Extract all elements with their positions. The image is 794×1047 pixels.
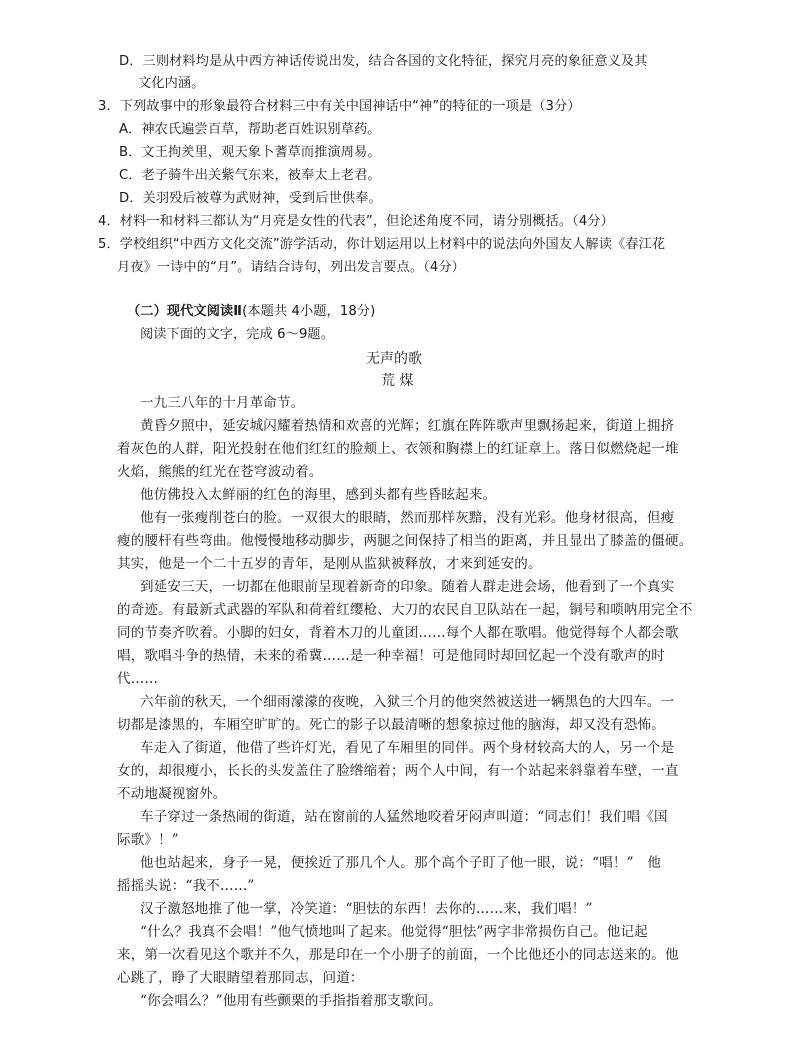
article-line: 车走入了街道，他借了些许灯光，看见了车厢里的同伴。两个身材较高大的人，另一个是 — [140, 740, 675, 756]
article-line: 六年前的秋天，一个细雨濛濛的夜晚，入狱三个月的他突然被送进一辆黑色的大四车。一 — [140, 694, 675, 710]
article-title: 无声的歌 — [366, 351, 422, 367]
article-author: 荒 煤 — [381, 373, 414, 389]
article-line: 车子穿过一条热闹的街道，站在窗前的人猛然地咬着牙闷声叫道：“同志们！我们唱《国 — [140, 809, 668, 825]
article-line: 心跳了，睁了大眼睛望着那同志，问道： — [117, 970, 364, 986]
article-line: 不动地凝视窗外。 — [117, 786, 227, 802]
section-instruction: 阅读下面的文字，完成 6～9题。 — [140, 327, 335, 342]
article-line: 一九三八年的十月革命节。 — [140, 395, 305, 411]
article-line: 的奇迹。有最新式武器的军队和荷着红缨枪、大刀的农民自卫队站在一起，铜号和唢呐用完全不 — [117, 602, 693, 618]
article-line: “你会唱么？”他用有些颤栗的手指指着那支歌问。 — [140, 993, 442, 1009]
article-line: “什么？我真不会唱！”他气愤地叫了起来。他觉得“胆怯”两字非常损伤自己。他记起 — [140, 924, 648, 940]
article-line: 他也站起来，身子一晃，便挨近了那几个人。那个高个子盯了他一眼，说：“唱！” 他 — [140, 855, 662, 871]
article-line: 到延安三天，一切都在他眼前呈现着新奇的印象。随着人群走进会场，他看到了一个真实 — [140, 579, 675, 595]
article-line: 黄昏夕照中，延安城闪耀着热情和欢喜的光辉；红旗在阵阵歌声里飘扬起来，街道上拥挤 — [140, 418, 675, 434]
article-line: 切都是漆黑的，车厢空旷旷的。死亡的影子以最清晰的想象掠过他的脑海，却又没有恐怖。 — [117, 717, 665, 733]
section-heading-rest: (本题共 4小题，18分) — [242, 304, 376, 319]
article-line: 他有一张瘦削苍白的脸。一双很大的眼睛，然而那样灰黯，没有光彩。他身材很高，但瘦 — [140, 510, 675, 526]
q5-line2: 月夜》一诗中的“月”。请结合诗句，列出发言要点。（4分） — [117, 260, 465, 275]
q3-option-d: D．关羽殁后被尊为武财神，受到后世供奉。 — [119, 191, 382, 206]
q2-option-d-line1: D．三则材料均是从中西方神话传说出发，结合各国的文化特征，探究月亮的象征意义及其 — [119, 54, 648, 69]
q2-option-d-line2: 文化内涵。 — [138, 76, 205, 91]
section-heading — [127, 302, 375, 322]
article-line: 代…… — [117, 671, 159, 687]
q3-option-b: B．文王拘羑里，观天象卜蓍草而推演周易。 — [119, 145, 381, 160]
q4: 4．材料一和材料三都认为“月亮是女性的代表”，但论述角度不同，请分别概括。（4分） — [98, 214, 614, 229]
q3-option-a: A．神农氏遍尝百草，帮助老百姓识别草药。 — [119, 122, 381, 137]
article-line: 火焰，熊熊的红光在苍穹波动着。 — [117, 464, 323, 480]
article-line: 他仿佛投入太鲜丽的红色的海里，感到头都有些昏眩起来。 — [140, 487, 497, 503]
article-line: 汉子激怒地推了他一掌，冷笑道：“胆怯的东西！去你的……来，我们唱！” — [140, 901, 593, 917]
article-line: 际歌》！” — [117, 832, 179, 848]
q5-line1: 5．学校组织“中西方文化交流”游学活动，你计划运用以上材料中的说法向外国友人解读《春江花 — [98, 237, 666, 252]
article-line: 着灰色的人群，阳光投射在他们红红的脸颊上、衣领和胸襟上的红证章上。落日似燃烧起一堆 — [117, 441, 679, 457]
article-line: 唱，歌唱斗争的热情，未来的希冀……是一种幸福！可是他同时却回忆起一个没有歌声的时 — [117, 648, 665, 664]
section-heading-bold: （二）现代文阅读Ⅱ — [127, 304, 243, 319]
q3-stem: 3．下列故事中的形象最符合材料三中有关中国神话中“神”的特征的一项是（3分） — [98, 99, 581, 114]
article-line: 女的，却很瘦小，长长的头发盖住了脸绺缩着；两个人中间，有一个站起来斜靠着车壁，一直 — [117, 763, 679, 779]
article-line: 同的节奏齐吹着。小脚的妇女，背着木刀的儿童团……每个人都在歌唱。他觉得每个人都会歌 — [117, 625, 679, 641]
q3-option-c: C．老子骑牛出关紫气东来，被奉太上老君。 — [119, 168, 381, 183]
article-line: 摇摇头说：“我不……” — [117, 878, 255, 894]
article-line: 其实，他是一个二十五岁的青年，是刚从监狱被释放，才来到延安的。 — [117, 556, 542, 572]
article-line: 来，第一次看见这个歌并不久，那是印在一个小册子的前面，一个比他还小的同志送来的。他 — [117, 947, 679, 963]
article-line: 瘦的腰杆有些弯曲。他慢慢地移动脚步，两腿之间保持了相当的距离，并且显出了膝盖的僵硬。 — [117, 533, 693, 549]
